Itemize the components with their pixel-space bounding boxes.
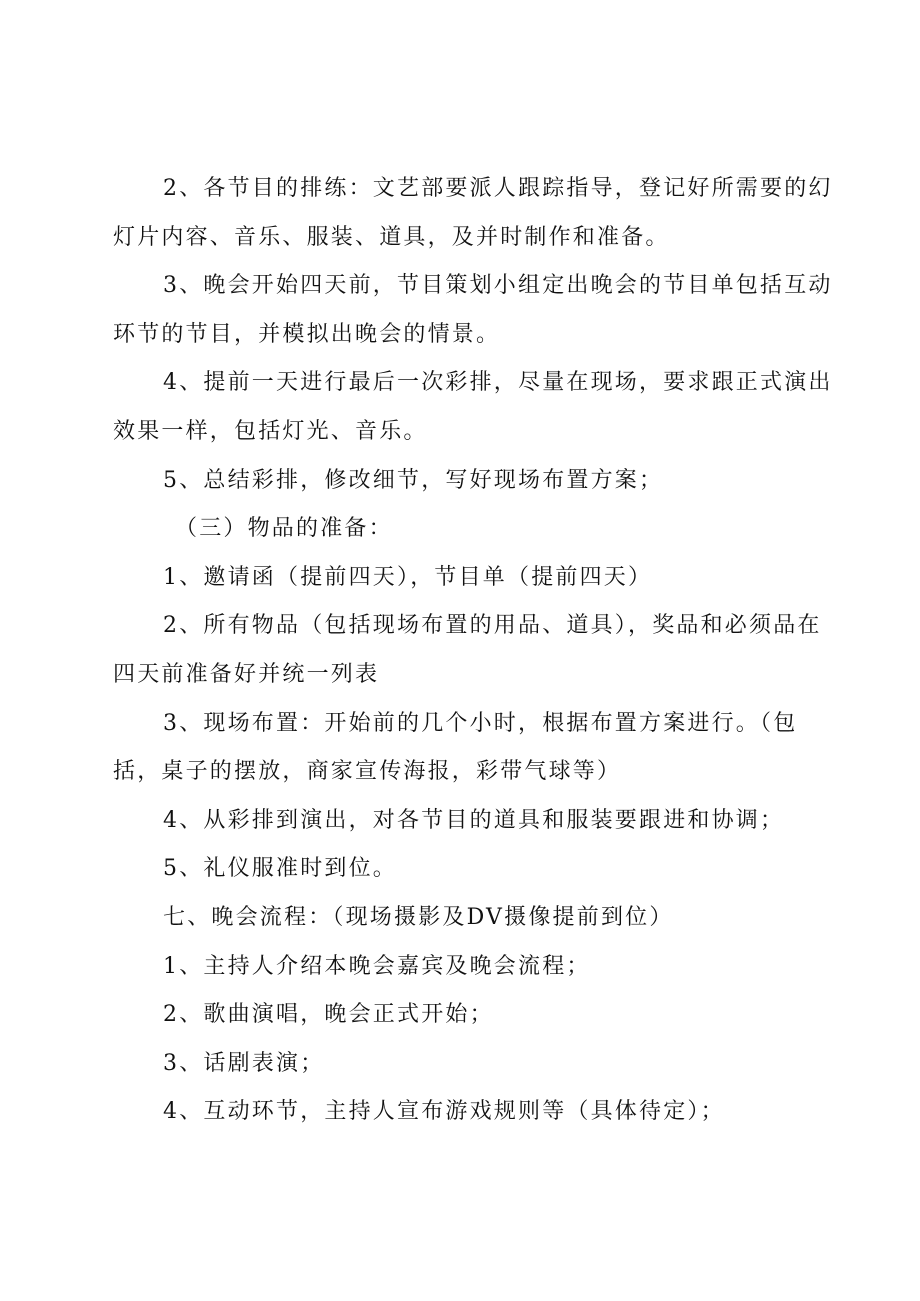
paragraph-summary: 5、总结彩排，修改细节，写好现场布置方案；: [163, 467, 664, 493]
paragraph-drama: 3、话剧表演；: [163, 1050, 325, 1076]
document-body: [113, 165, 833, 1137]
paragraph-all-items: 2、所有物品（包括现场布置的用品、道具），奖品和必须品在四天前准备好并统一列表: [113, 613, 822, 687]
paragraph-interactive: 4、互动环节，主持人宣布游戏规则等（具体待定）；: [163, 1099, 725, 1125]
paragraph-props-costumes: 4、从彩排到演出，对各节目的道具和服装要跟进和协调；: [163, 807, 785, 833]
section-heading-materials: （三）物品的准备：: [175, 516, 393, 542]
paragraph-rehearsal: 2、各节目的排练：文艺部要派人跟踪指导，登记好所需要的幻灯片内容、音乐、服装、道具，及并时制作和准备。: [113, 176, 833, 250]
paragraph-venue-setup: 3、现场布置：开始前的几个小时，根据布置方案进行。（包括，桌子的摆放，商家宣传海报，彩带气球等）: [113, 710, 798, 785]
paragraph-final-rehearsal: 4、提前一天进行最后一次彩排，尽量在现场，要求跟正式演出效果一样，包括灯光、音乐。: [113, 370, 833, 444]
paragraph-program-list: 3、晚会开始四天前，节目策划小组定出晚会的节目单包括互动环节的节目，并模拟出晚会的情景。: [113, 273, 833, 347]
section-heading-program-flow: 七、晚会流程：（现场摄影及DV摄像提前到位）: [163, 904, 674, 930]
paragraph-invitations: 1、邀请函（提前四天），节目单（提前四天）: [163, 564, 653, 590]
paragraph-etiquette: 5、礼仪服准时到位。: [163, 856, 397, 882]
paragraph-host-intro: 1、主持人介绍本晚会嘉宾及晚会流程；: [163, 953, 591, 979]
paragraph-song: 2、歌曲演唱，晚会正式开始；: [163, 1002, 494, 1028]
